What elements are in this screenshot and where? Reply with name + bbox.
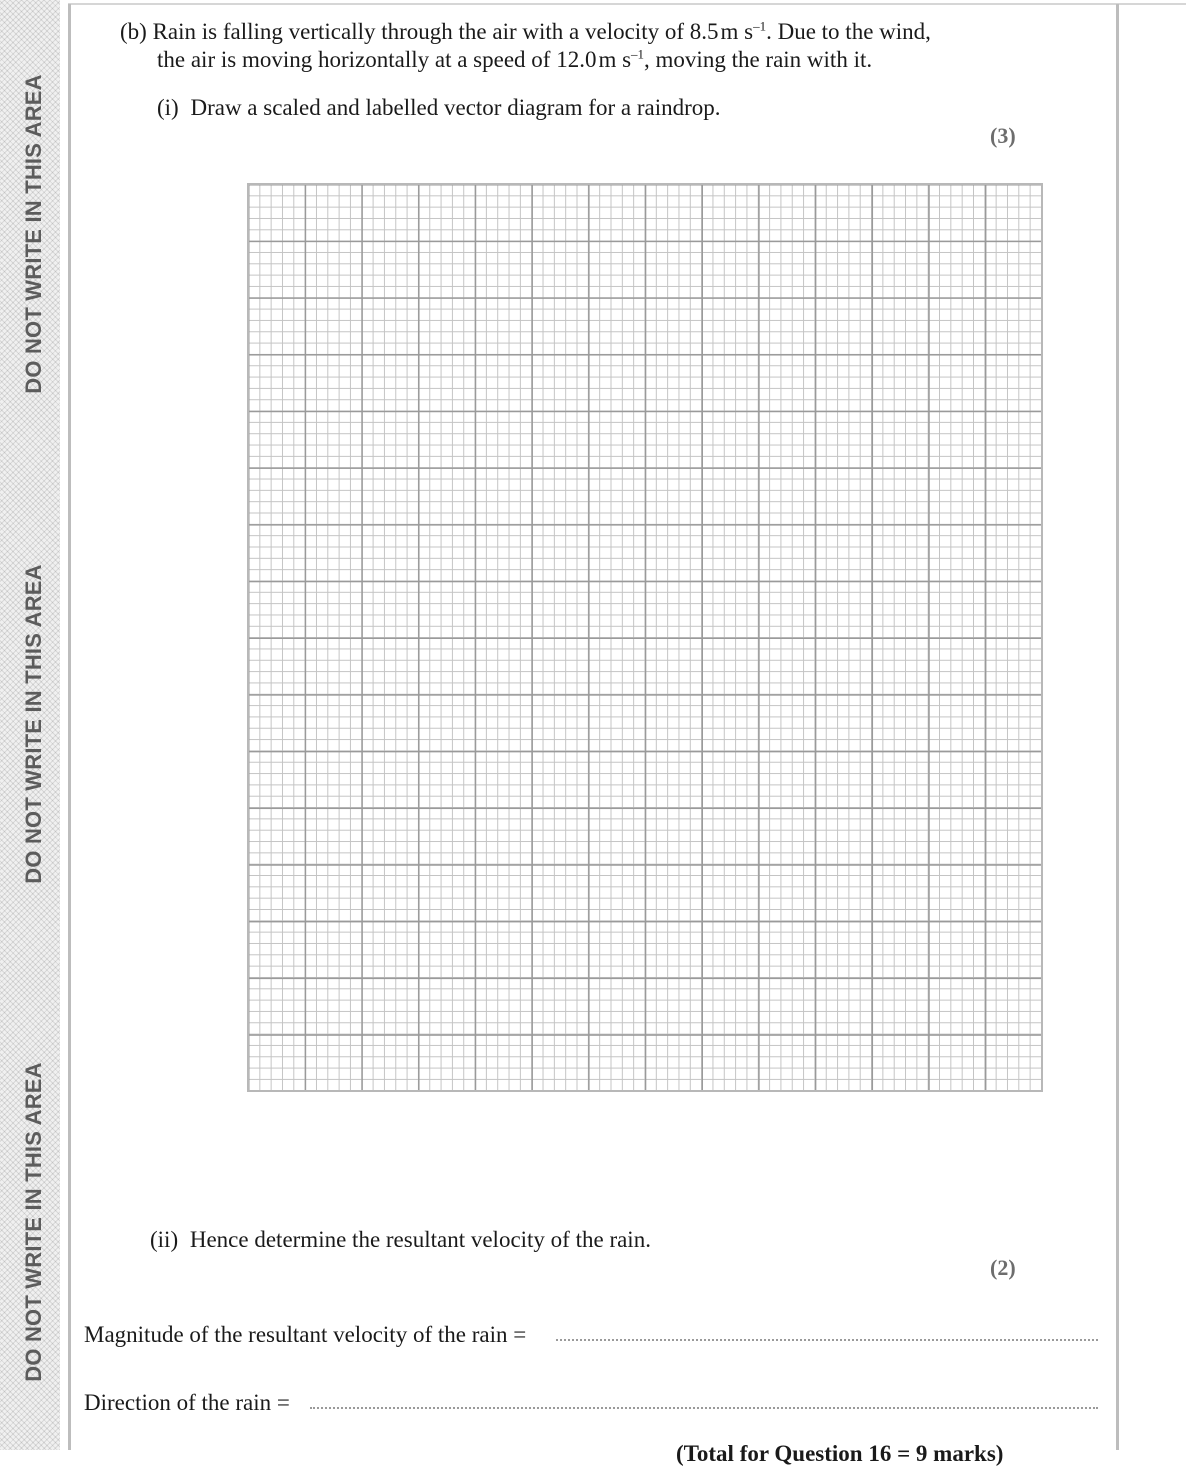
question-total: (Total for Question 16 = 9 marks) xyxy=(676,1441,1004,1466)
magnitude-label: Magnitude of the resultant velocity of the rain = xyxy=(84,1322,527,1347)
margin-strip xyxy=(0,0,60,1450)
margin-warning-3: DO NOT WRITE IN THIS AREA xyxy=(21,1062,46,1382)
page-right-rule xyxy=(1116,4,1119,1450)
margin-warning-2: DO NOT WRITE IN THIS AREA xyxy=(21,564,46,884)
magnitude-answer-line[interactable] xyxy=(556,1339,1098,1341)
question-b-text-2: the air is moving horizontally at a speed of 12.0 xyxy=(157,47,597,72)
part-i-label: (i) xyxy=(157,95,179,120)
part-ii-label: (ii) xyxy=(150,1227,179,1252)
question-b-line-1 xyxy=(120,18,931,46)
direction-label: Direction of the rain = xyxy=(84,1390,290,1415)
unit-s: s xyxy=(744,19,754,44)
part-i-line xyxy=(157,94,721,122)
page-top-rule xyxy=(68,3,1186,5)
unit-m: m xyxy=(720,19,739,44)
question-b-line-2 xyxy=(157,46,872,74)
part-i-text: Draw a scaled and labelled vector diagram for a raindrop. xyxy=(190,95,721,120)
part-ii-line xyxy=(150,1226,651,1254)
unit-superscript: –1 xyxy=(753,18,767,34)
unit-superscript-2: –1 xyxy=(631,46,645,62)
part-i-marks: (3) xyxy=(990,123,1016,148)
part-ii-text: Hence determine the resultant velocity of the rain. xyxy=(189,1227,651,1252)
part-ii-marks: (2) xyxy=(990,1255,1016,1280)
page-left-rule xyxy=(68,4,71,1450)
unit-s-2: s xyxy=(622,47,632,72)
question-b-text-1: Rain is falling vertically through the air with a velocity of 8.5 xyxy=(152,19,719,44)
question-b-label: (b) xyxy=(120,19,147,44)
question-b-text-1b: . Due to the wind, xyxy=(766,19,931,44)
question-b-text-2b: , moving the rain with it. xyxy=(644,47,873,72)
direction-answer-line[interactable] xyxy=(310,1407,1098,1409)
graph-paper-grid[interactable] xyxy=(247,183,1043,1092)
unit-m-2: m xyxy=(598,47,617,72)
margin-warning-1: DO NOT WRITE IN THIS AREA xyxy=(21,74,46,394)
